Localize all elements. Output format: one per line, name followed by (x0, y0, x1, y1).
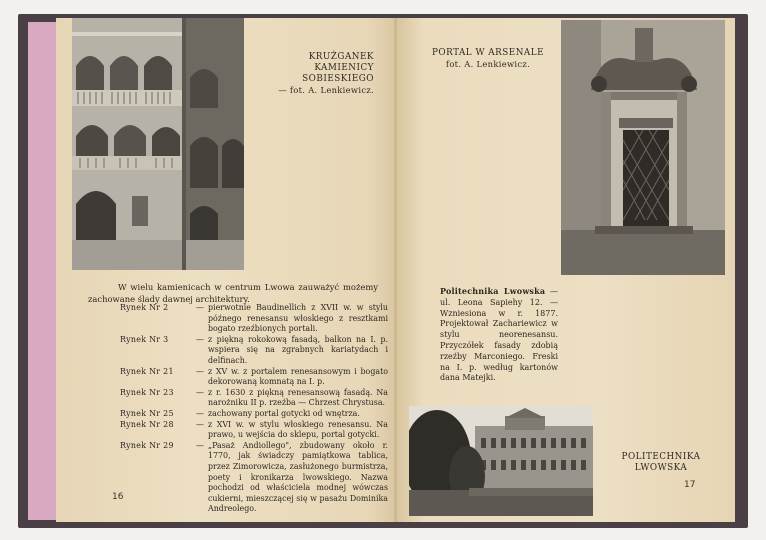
list-item (120, 367, 388, 388)
entry-description: z piękną rokokową fasadą, balkon na I. p. wspiera się na zgrabnych kariatydach i delfinach. (208, 334, 388, 365)
entry-dash: — (196, 366, 204, 376)
entry-address: Rynek Nr 29 (120, 440, 174, 450)
arcaded-courtyard-photo (72, 18, 244, 270)
intro-paragraph: W wielu kamienicach w centrum Lwowa zauważyć możemy zachowane ślady dawnej architektury. (88, 282, 378, 304)
polytechnic-text: — ul. Leona Sapiehy 12. — Wzniesiona w r. 1877. Projektował Zachariewicz w stylu neorenesansu. Przyczółek fasady zdobią rzeźby Marconiego. Freski na I. p. według kartonów dana Matejki. (440, 287, 558, 383)
list-item (120, 420, 388, 441)
entry-description: z r. 1630 z piękną renesansową fasadą. Na narożniku II p. rzeźba — Chrzest Chrystusa. (208, 387, 388, 408)
portal-photo-caption (430, 48, 546, 70)
portal-caption-credit: fot. A. Lenkiewicz. (445, 59, 531, 69)
entry-dash: — (196, 419, 204, 429)
entry-address: Rynek Nr 25 (120, 408, 174, 418)
entry-dash: — (196, 408, 204, 418)
polytechnic-building-photo (409, 406, 593, 516)
courtyard-photo-caption (256, 52, 374, 96)
entry-description: z XV w. z portalem renesansowym i bogato dekorowaną komnatą na I. p. (208, 366, 388, 387)
list-item (120, 388, 388, 409)
entry-address: Rynek Nr 3 (120, 334, 169, 344)
page-number-left: 16 (112, 492, 124, 502)
polytechnic-name: Politechnika Lwowska (440, 286, 546, 296)
cover-pink-edge (28, 22, 58, 520)
portal-caption-title: PORTAL W ARSENALE (431, 48, 545, 58)
entry-dash: — (196, 334, 204, 344)
entry-dash: — (196, 387, 204, 397)
entry-dash: — (196, 440, 204, 450)
entry-address: Rynek Nr 21 (120, 366, 174, 376)
building-list (120, 303, 388, 515)
polytechnic-caption-line2: LWOWSKA (634, 463, 688, 473)
entry-description: z XVI w. w stylu włoskiego renesansu. Na prawo, u wejścia do sklepu, portal gotycki. (208, 419, 388, 440)
polytechnic-photo-caption (606, 452, 716, 474)
entry-address: Rynek Nr 23 (120, 387, 174, 397)
baroque-portal-photo (561, 20, 725, 275)
courtyard-caption-title: KRUŻGANEK KAMIENICY SOBIESKIEGO (302, 52, 374, 84)
page-number-right: 17 (684, 480, 696, 490)
entry-address: Rynek Nr 2 (120, 303, 169, 312)
entry-description: pierwotnie Baudinellich z XVII w. w stylu późnego renesansu włoskiego z resztkami bogato rzeźbionych portali. (208, 303, 388, 334)
polytechnic-description (440, 286, 558, 384)
list-item (120, 303, 388, 335)
list-item (120, 441, 388, 515)
entry-description: zachowany portal gotycki od wnętrza. (208, 408, 360, 418)
entry-description: „Pasaż Andiollego", zbudowany około r. 1770, jak świadczy pamiątkowa tablica, przez Zimorowicza, zasłużonego burmistrza, poety i kronikarza lwowskiego. Nazwa pochodzi od właściciela modnej wówczas cukierni, mieszczącej się w pasażu Dominika Andreolego. (208, 440, 388, 514)
list-item (120, 335, 388, 367)
polytechnic-caption-line1: POLITECHNIKA (621, 452, 701, 462)
list-item (120, 409, 388, 420)
entry-address: Rynek Nr 28 (120, 419, 174, 429)
entry-dash: — (196, 303, 204, 312)
courtyard-caption-credit: — fot. A. Lenkiewicz. (278, 85, 374, 95)
